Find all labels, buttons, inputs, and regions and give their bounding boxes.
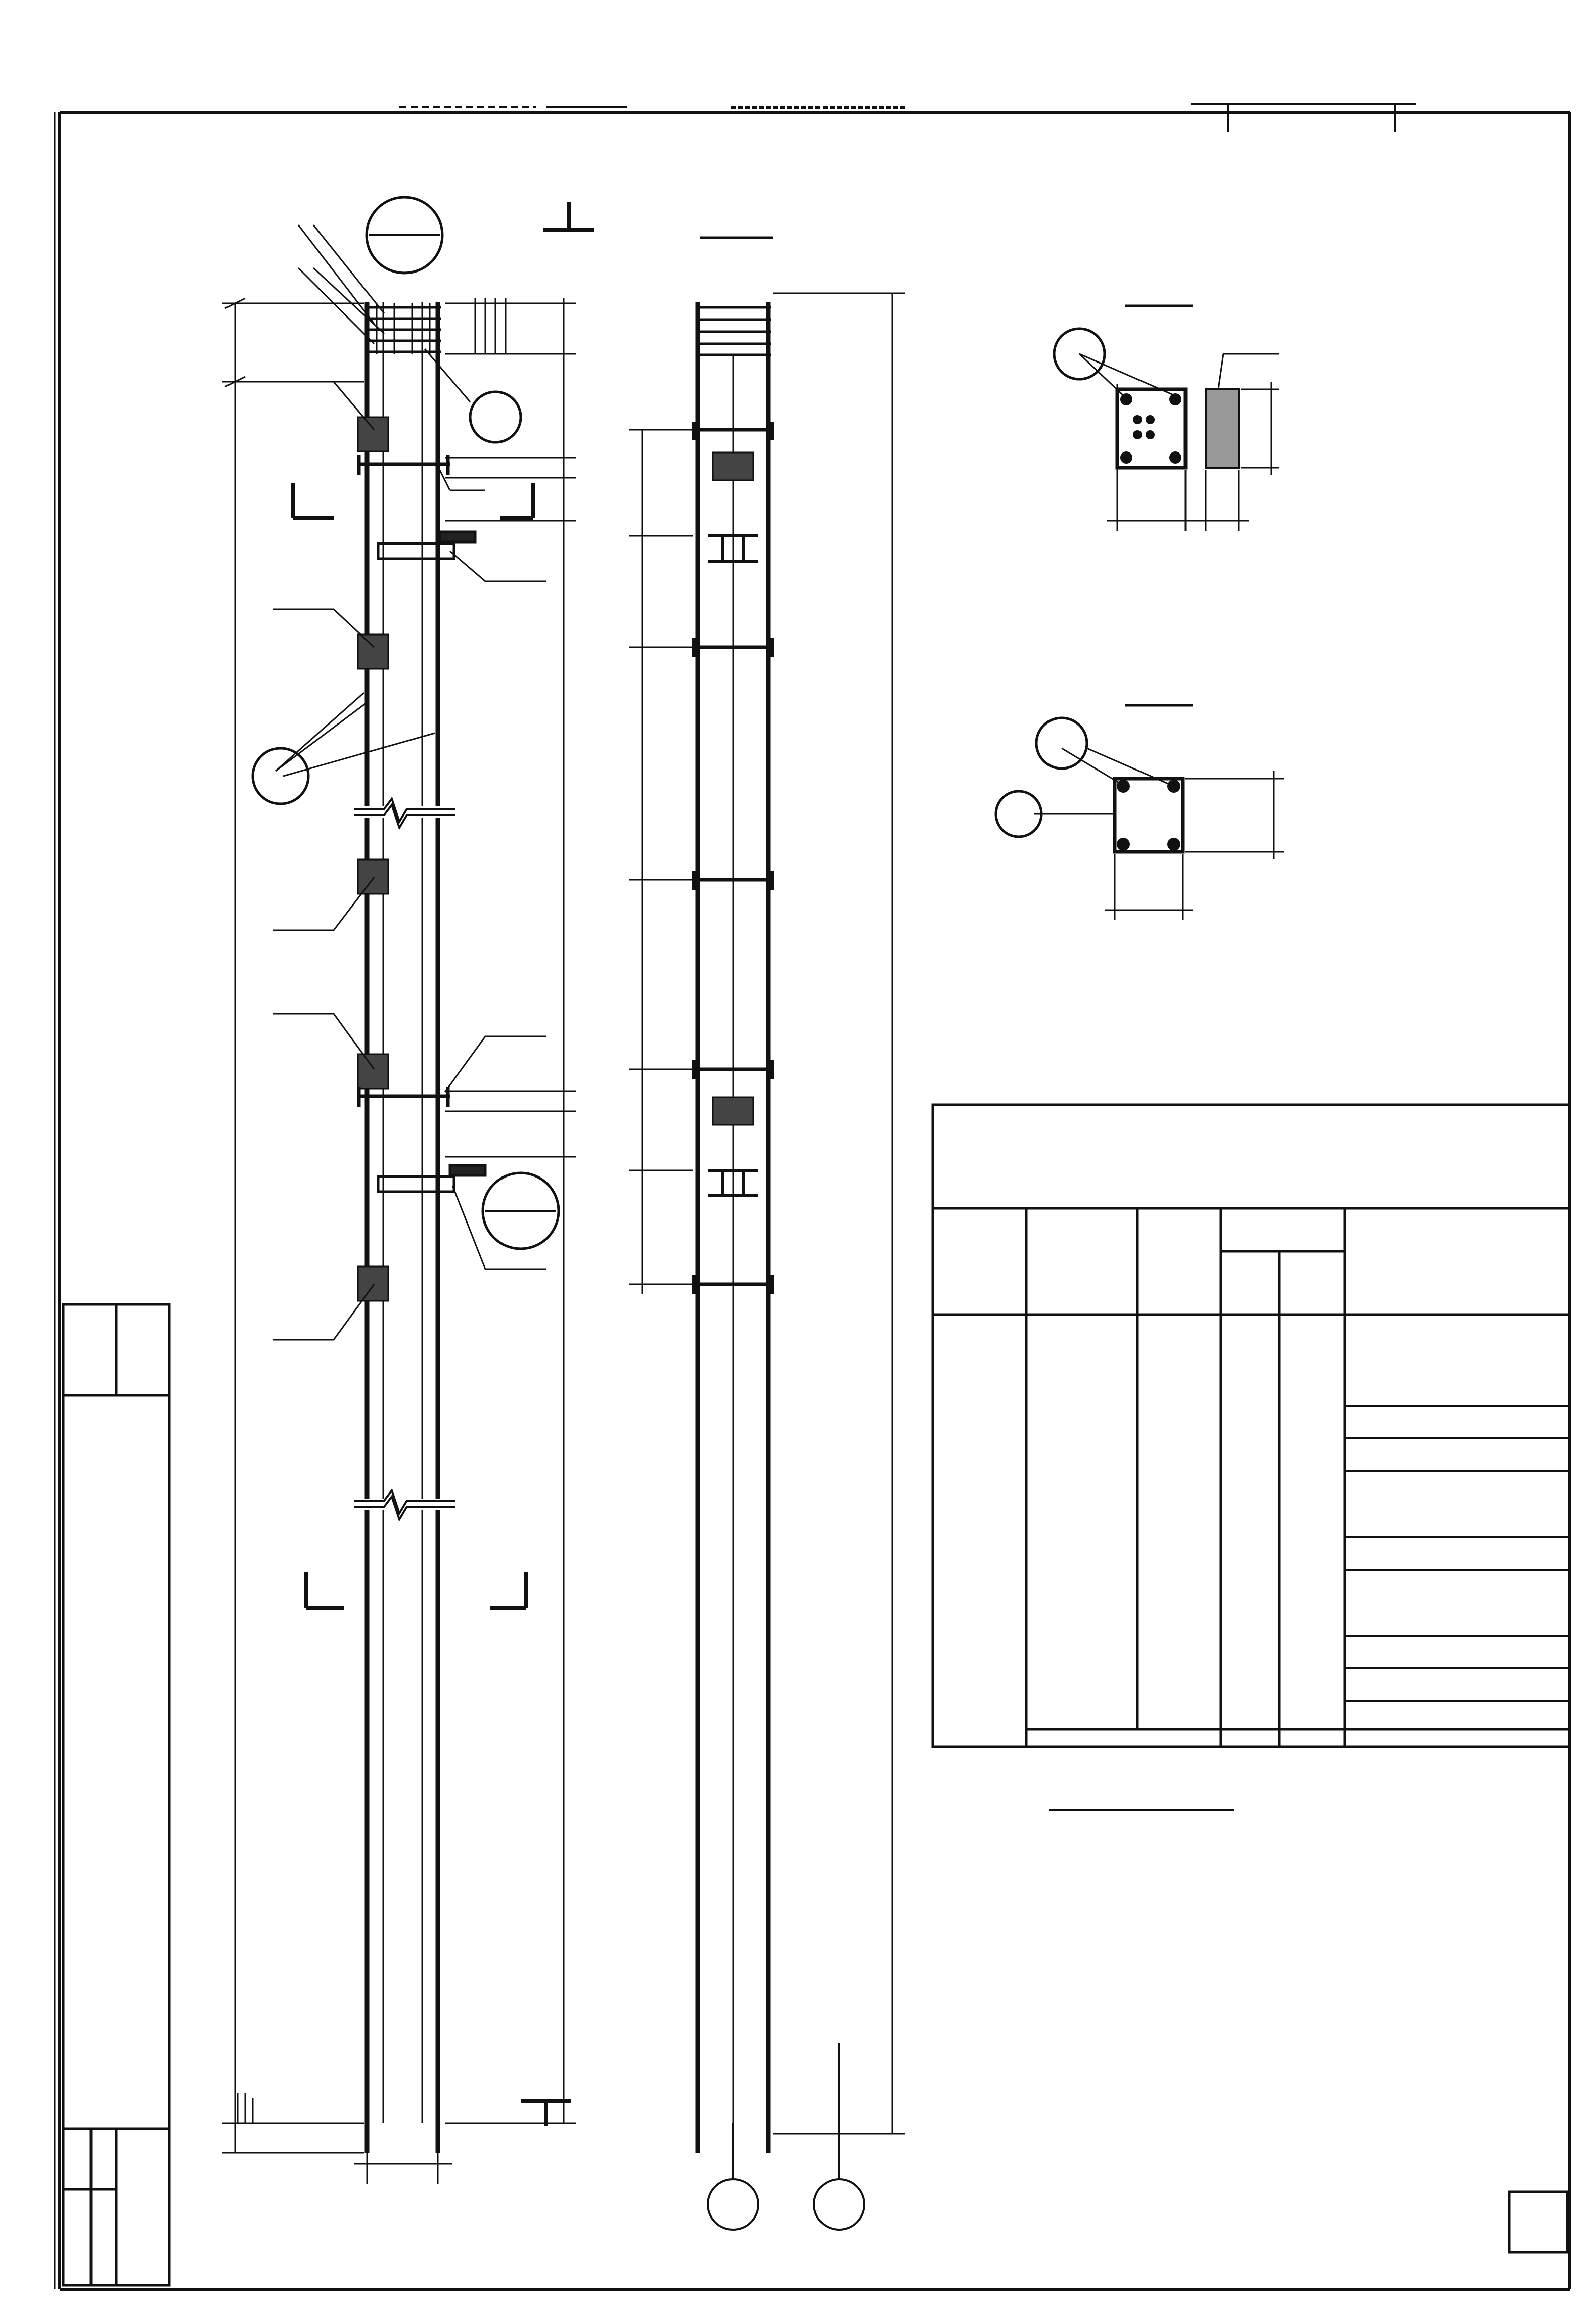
corner-stamp (1509, 2192, 1567, 2252)
